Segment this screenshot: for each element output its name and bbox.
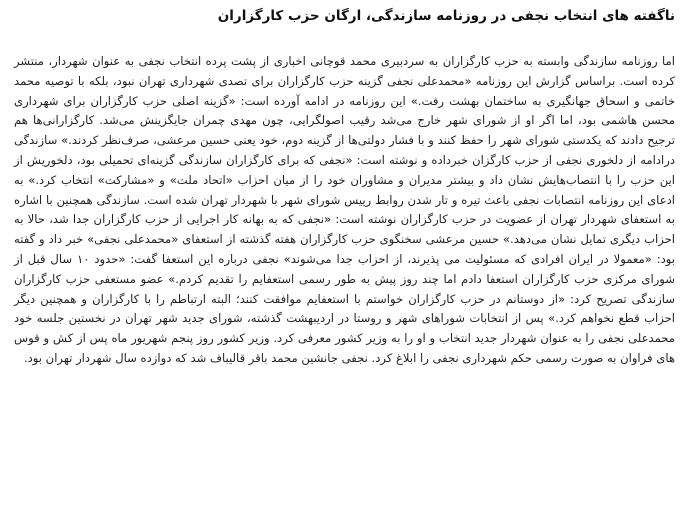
article-body: اما روزنامه سازندگی وابسته به حزب کارگزاران به سردبیری محمد قوچانی اخباری از پشت پرده انتخاب نجفی به عنوان شهردار، منتشر کرده است. براساس گزارش این روزنامه «محمدعلی نجفی گزینه حزب کارگزاران برای تصدی شهرداری تهران نبود، بلکه با توصیه محمد خاتمی و اسحاق جهانگیری به ساختمان بهشت رفت.» این روزنامه در ادامه آورده است: «گزینه اصلی حزب کارگزاران برای شهرداری محسن هاشمی بود، اما اگر او از شورای شهر خارج می‌شد رقیب اصولگرایی، چون مهدی چمران جایگزینش می‌شد. کارگزارانی‌ها هم ترجیح دادند که یکدستی شورای شهر را حفظ کنند و با فشار دولتی‌ها از گزینه دوم، خود یعنی حسین مرعشی، صرف‌نظر کردند.» سازندگی درادامه از دلخوری نجفی از حزب کارگزان خبرداده و نوشته است: «نجفی که برای کارگزاران سازندگی گزینه‌ای تحمیلی بود، دلخوریش از این حزب را با انتصاب‌هایش نشان داد و بیشتر مدیران و مشاوران خود را از میان احزاب «اتحاد ملت» و «مشارکت» انتخاب کرد.» به ادعای این روزنامه انتصابات نجفی باعث تیره و تار شدن روابط رییس شورای شهر با شهردار تهران شده است. سازندگی همچنین با اشاره به استعفای شهردار تهران از عضویت در حزب کارگزاران نوشته است: «نجفی که به بهانه کار اجرایی از حزب کارگزاران جدا شد، حالا به احزاب دیگری تمایل نشان می‌دهد.» حسین مرعشی سخنگوی حزب کارگزاران هفته گذشته از استعفای «محمدعلی نجفی» خبر داد و گفته بود: «معمولا در ایران افرادی که مسئولیت می پذیرند، از احزاب جدا می‌شوند» نجفی درباره این استعفا گفت: «حدود ۱۰ سال قبل از شورای مرکزی حزب کارگزاران استعفا دادم اما چند روز پیش به طور رسمی استعفایم را تقدیم کردم.» عضو مستعفی حزب کارگزاران سازندگی تصریح کرد: «از دوستانم در حزب کارگزاران خواستم با استعفایم موافقت کنند؛ البته ارتباطم را با کارگزاران و همچنین دیگر احزاب قطع نخواهم کرد.» پس از انتخابات شوراهای شهر و روستا در اردیبهشت گذشته، شورای جدید شهر تهران در نخستین جلسه خود محمدعلی نجفی را به عنوان شهردار جدید انتخاب و او را به وزیر کشور معرفی کرد. وزیر کشور روز پنجم شهریور ماه پس از کش و قوس های فراوان به صورت رسمی حکم شهرداری نجفی را ابلاغ کرد. نجفی جانشین محمد باقر قالیباف شد که دوازده سال شهردار تهران بود. [14,54,675,365]
article-headline: ناگفته های انتخاب نجفی در روزنامه سازندگی، ارگان حزب کارگزاران [217,8,675,24]
